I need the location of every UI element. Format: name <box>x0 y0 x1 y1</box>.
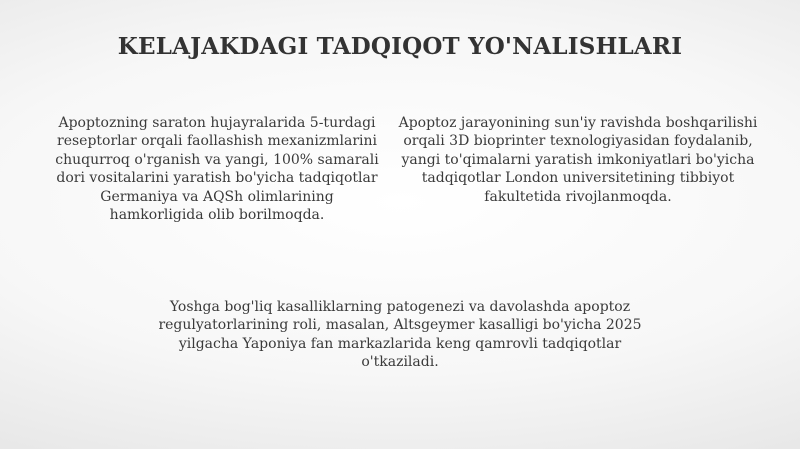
paragraph-left: Apoptozning saraton hujayralarida 5-turdagi reseptorlar orqali faollashish mexanizmlarini chuqurroq o'rganish va yangi, 100% samarali dori vositalarini yaratish bo'yicha tadqiqotlar Germaniya va AQSh olimlarining hamkorligida olib borilmoqda. <box>55 115 379 224</box>
slide-title: KELAJAKDAGI TADQIQOT YO'NALISHLARI <box>117 33 683 60</box>
paragraph-right: Apoptoz jarayonining sun'iy ravishda boshqarilishi orqali 3D bioprinter texnologiyasidan foydalanib, yangi to'qimalarni yaratish imkoniyatlari bo'yicha tadqiqotlar London universitetining tibbiyot fakultetida rivojlanmoqda. <box>398 115 758 205</box>
paragraph-bottom: Yoshga bog'liq kasalliklarning patogenezi va davolashda apoptoz regulyatorlarining roli, masalan, Altsgeymer kasalligi bo'yicha 2025 yilgacha Yaponiya fan markazlarida keng qamrovli tadqiqotlar o'tkaziladi. <box>158 299 642 371</box>
